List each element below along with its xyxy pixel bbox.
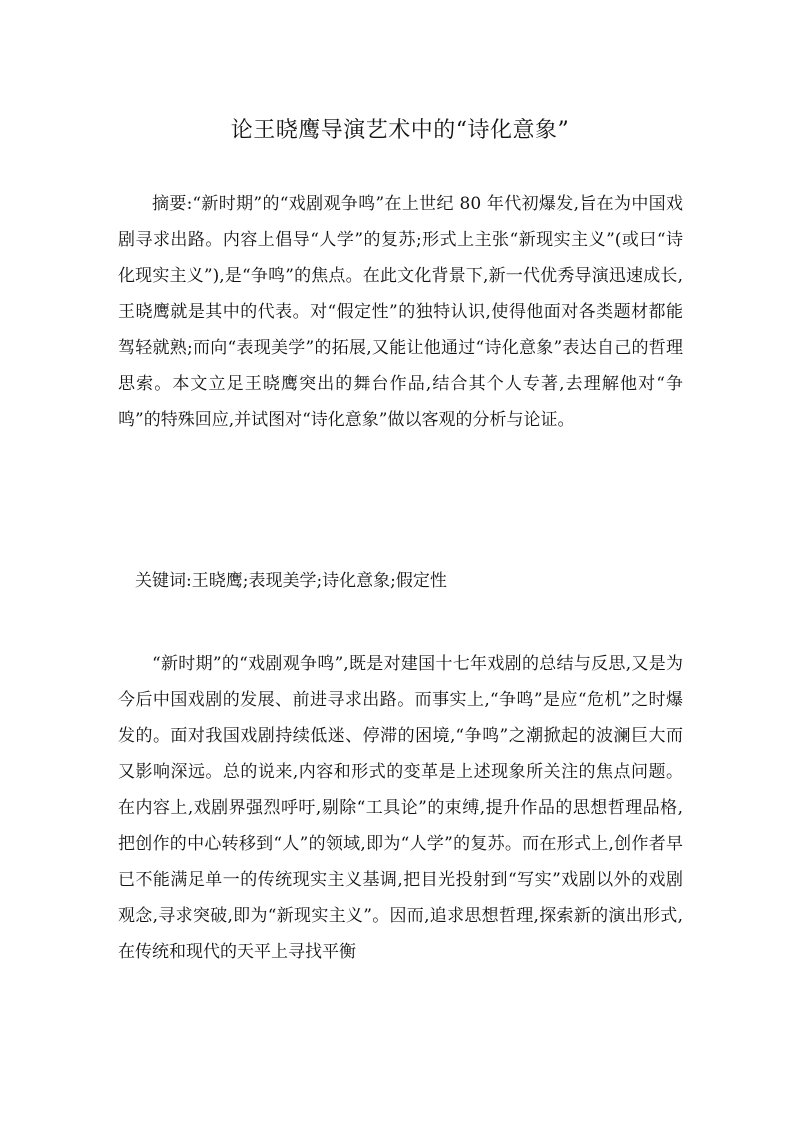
document-title: 论王晓鹰导演艺术中的“诗化意象” <box>230 117 570 143</box>
keywords-line: 关键词:王晓鹰;表现美学;诗化意象;假定性 <box>135 571 447 591</box>
abstract-paragraph: 摘要:“新时期”的“戏剧观争鸣”在上世纪 80 年代初爆发,旨在为中国戏剧寻求出路。内容上倡导“人学”的复苏;形式上主张“新现实主义”(或曰“诗化现实主义”),是“争鸣”的焦点。在此文化背景下,新一代优秀导演迅速成长,王晓鹰就是其中的代表。对“假定性”的独特认识,使得他面对各类题材都能驾轻就熟;而向“表现美学”的拓展,又能让他通过“诗化意象”表达自己的哲理思索。本文立足王晓鹰突出的舞台作品,结合其个人专著,去理解他对“争鸣”的特殊回应,并试图对“诗化意象”做以客观的分析与论证。 <box>118 194 683 430</box>
body-paragraph: “新时期”的“戏剧观争鸣”,既是对建国十七年戏剧的总结与反思,又是为今后中国戏剧的发展、前进寻求出路。而事实上,“争鸣”是应“危机”之时爆发的。面对我国戏剧持续低迷、停滞的困境,“争鸣”之潮掀起的波澜巨大而又影响深远。总的说来,内容和形式的变革是上述现象所关注的焦点问题。在内容上,戏剧界强烈呼吁,剔除“工具论”的束缚,提升作品的思想哲理品格,把创作的中心转移到“人”的领域,即为“人学”的复苏。而在形式上,创作者早已不能满足单一的传统现实主义基调,把目光投射到“写实”戏剧以外的戏剧观念,寻求突破,即为“新现实主义”。因而,追求思想哲理,探索新的演出形式,在传统和现代的天平上寻找平衡 <box>118 654 683 962</box>
